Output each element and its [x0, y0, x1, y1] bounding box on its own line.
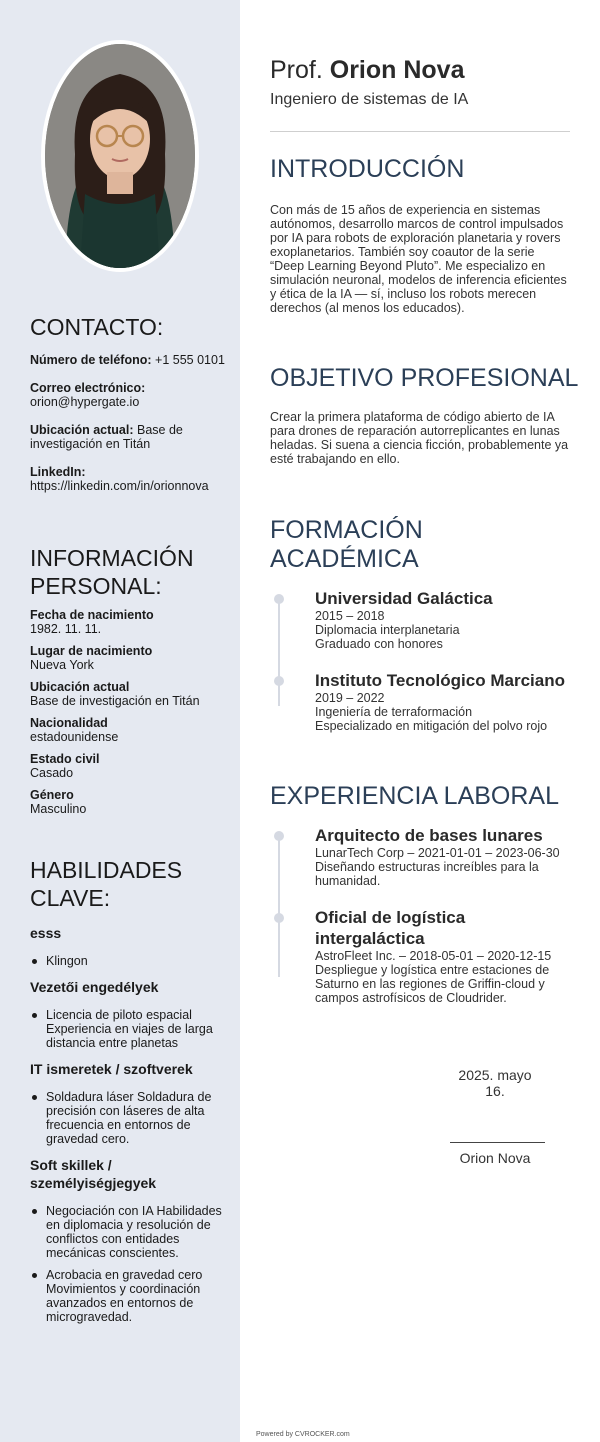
linkedin-value[interactable]: https://linkedin.com/in/orionnova	[30, 479, 209, 493]
personal-item	[30, 752, 230, 780]
skill-item: Soldadura láser Soldadura de precisión con láseres de alta frecuencia en entornos de gravedad cero.	[30, 1090, 230, 1146]
skill-group	[30, 1060, 230, 1146]
experience-timeline	[270, 824, 570, 1014]
personal-item-value: Casado	[30, 766, 74, 780]
job-title: Ingeniero de sistemas de IA	[270, 91, 469, 108]
location-label: Ubicación actual:	[30, 423, 134, 437]
experience-title: Arquitecto de bases lunares	[315, 826, 543, 845]
skill-item: Negociación con IA Habilidades en diplomacia y resolución de conflictos con entidades mecánicas conscientes.	[30, 1204, 230, 1260]
experience-heading: EXPERIENCIA LABORAL	[270, 782, 560, 810]
skill-item: Klingon	[30, 954, 230, 968]
contact-linkedin	[30, 465, 230, 493]
skill-group-title: Vezetői engedélyek	[30, 979, 159, 995]
signature-name: Orion Nova	[459, 1150, 531, 1166]
skill-item: Acrobacia en gravedad cero Movimientos y coordinación avanzados en entornos de microgravedad.	[30, 1268, 230, 1324]
timeline-line	[278, 834, 280, 977]
personal-item	[30, 608, 230, 636]
person-name	[270, 56, 465, 85]
intro-text: Con más de 15 años de experiencia en sistemas autónomos, desarrollo marcos de control impulsados por IA para robots de exploración planetaria y rovers exoplanetarios. También soy coautor de la serie “Deep Learning Beyond Pluto”. Me especializo en simulación neuronal, modelos de inferencia eficientes y ética de la IA — sí, incluso los robots merecen derechos (al menos los educados).	[270, 203, 567, 315]
experience-description: Diseñando estructuras increíbles para la humanidad.	[315, 860, 539, 888]
personal-item-value: Base de investigación en Titán	[30, 694, 200, 708]
skill-item: Licencia de piloto espacial Experiencia en viajes de larga distancia entre planetas	[30, 1008, 230, 1050]
education-heading: FORMACIÓN ACADÉMICA	[270, 516, 423, 573]
skills-heading: HABILIDADES CLAVE:	[30, 857, 183, 911]
intro-heading: INTRODUCCIÓN	[270, 155, 465, 183]
skill-group-title: IT ismeretek / szoftverek	[30, 1061, 193, 1077]
personal-info-section	[30, 544, 230, 824]
header-divider	[270, 131, 570, 132]
personal-item	[30, 680, 230, 708]
personal-item	[30, 788, 230, 816]
timeline-dot	[274, 831, 284, 841]
experience-entry	[315, 825, 573, 888]
contact-phone	[30, 353, 230, 367]
personal-item-label: Lugar de nacimiento	[30, 644, 153, 658]
timeline-dot	[274, 676, 284, 686]
contact-location	[30, 423, 230, 451]
education-years: 2015 – 2018	[315, 609, 385, 623]
portrait-icon	[45, 44, 195, 268]
footer-credit[interactable]: Powered by CVROCKER.com	[256, 1431, 350, 1438]
skill-group	[30, 978, 230, 1050]
education-years: 2019 – 2022	[315, 691, 385, 705]
linkedin-label: LinkedIn:	[30, 465, 86, 479]
personal-item	[30, 716, 230, 744]
contact-section	[30, 313, 230, 507]
objective-text: Crear la primera plataforma de código abierto de IA para drones de reparación autorreplicantes en lunas heladas. Si suena a ciencia ficción, probablemente ya esté trabajando en ello.	[270, 410, 569, 466]
personal-info-heading: INFORMACIÓN PERSONAL:	[30, 545, 194, 599]
education-title: Universidad Galáctica	[315, 589, 493, 608]
email-label: Correo electrónico:	[30, 381, 146, 395]
experience-meta: AstroFleet Inc. – 2018-05-01 – 2020-12-15	[315, 949, 552, 963]
profile-photo-frame	[41, 40, 199, 272]
skills-section	[30, 856, 230, 1334]
skill-group	[30, 924, 230, 968]
contact-heading: CONTACTO:	[30, 314, 164, 340]
education-title: Instituto Tecnológico Marciano	[315, 671, 565, 690]
skill-group	[30, 1156, 230, 1324]
sidebar	[0, 0, 240, 1442]
experience-entry	[315, 907, 573, 1005]
contact-email	[30, 381, 230, 409]
objective-heading: OBJETIVO PROFESIONAL	[270, 364, 579, 392]
personal-item	[30, 644, 230, 672]
location-value: Base de investigación en Titán	[30, 423, 183, 451]
personal-item-value: 1982. 11. 11.	[30, 622, 102, 636]
signature-date: 2025. mayo 16.	[458, 1067, 532, 1099]
profile-photo	[45, 44, 195, 268]
experience-meta: LunarTech Corp – 2021-01-01 – 2023-06-30	[315, 846, 560, 860]
personal-item-label: Nacionalidad	[30, 716, 108, 730]
experience-description: Despliegue y logística entre estaciones de Saturno en las regiones de Griffin-cloud y campos astrofísicos de Cloudrider.	[315, 963, 550, 1005]
email-value[interactable]: orion@hypergate.io	[30, 395, 140, 409]
name-prefix: Prof.	[270, 56, 323, 84]
timeline-dot	[274, 594, 284, 604]
skill-group-title: esss	[30, 925, 62, 941]
experience-title: Oficial de logística intergaláctica	[315, 908, 466, 948]
signature-line	[450, 1142, 545, 1143]
personal-item-label: Ubicación actual	[30, 680, 130, 694]
skill-list	[30, 1008, 230, 1050]
skill-list	[30, 954, 230, 968]
phone-value: +1 555 0101	[155, 353, 225, 367]
personal-item-value: Masculino	[30, 802, 87, 816]
timeline-line	[278, 598, 280, 706]
education-detail: Diplomacia interplanetaria	[315, 623, 460, 637]
skill-list	[30, 1090, 230, 1146]
personal-item-label: Fecha de nacimiento	[30, 608, 154, 622]
name-text: Orion Nova	[329, 56, 465, 84]
education-detail: Especializado en mitigación del polvo rojo	[315, 719, 548, 733]
personal-item-label: Género	[30, 788, 74, 802]
education-detail: Ingeniería de terraformación	[315, 705, 473, 719]
personal-item-value: estadounidense	[30, 730, 119, 744]
personal-item-label: Estado civil	[30, 752, 100, 766]
personal-item-value: Nueva York	[30, 658, 94, 672]
education-entry	[315, 670, 573, 733]
skill-group-title: Soft skillek / személyiségjegyek	[30, 1157, 157, 1191]
phone-label: Número de teléfono:	[30, 353, 152, 367]
timeline-dot	[274, 913, 284, 923]
education-entry	[315, 588, 573, 651]
education-detail: Graduado con honores	[315, 637, 443, 651]
education-timeline	[270, 588, 570, 733]
skill-list	[30, 1204, 230, 1324]
